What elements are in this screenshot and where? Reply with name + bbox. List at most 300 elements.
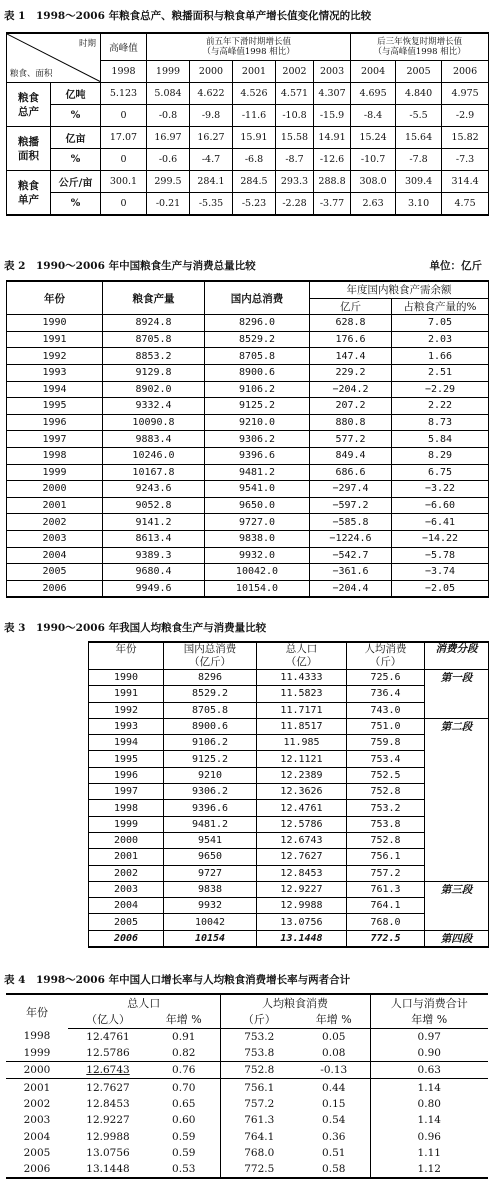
table3-cell: 757.2 <box>347 865 425 881</box>
table2-cell: 9052.8 <box>103 497 205 514</box>
table2-cell: 2005 <box>7 564 103 581</box>
table1-unit-cell: % <box>51 193 101 216</box>
table4-cell: 12.4761 <box>86 1030 130 1043</box>
table1-cell: -9.8 <box>190 105 233 127</box>
table1-cell: -6.8 <box>233 149 276 171</box>
table1-cell: 4.526 <box>233 83 276 105</box>
table1-caption: 表 1 1998～2006 年粮食总产、粮播面积与粮食单产增长值变化情况的比较 <box>4 10 372 22</box>
table2-cell: 10167.8 <box>103 464 205 481</box>
table3-segment: 第一段 <box>425 670 489 719</box>
table1-year-cell: 2000 <box>190 61 233 83</box>
table2-row <box>7 431 489 448</box>
table2-cell: 9727.0 <box>205 514 310 531</box>
table3-cell: 2002 <box>89 865 164 881</box>
table1-cell: 4.695 <box>351 83 396 105</box>
table1-year-cell: 2001 <box>233 61 276 83</box>
table3-cell: 9125.2 <box>164 751 257 767</box>
table3-cell: 12.9227 <box>257 881 347 897</box>
table3-cell: 736.4 <box>347 686 425 702</box>
table1-cell: -5.23 <box>233 193 276 216</box>
table3-caption: 表 3 1990～2006 年我国人均粮食生产与消费量比较 <box>4 622 267 634</box>
table4-hdr-pop: 总人口 <box>68 994 220 1011</box>
table3-cell: 12.4761 <box>257 800 347 816</box>
table2-cell: 8296.0 <box>205 315 310 332</box>
table1-group-label-a: 粮食 <box>18 91 39 104</box>
table4-cell: 12.7627 <box>68 1079 148 1096</box>
table3-hdr-year: 年份 <box>89 642 164 670</box>
table2-cell: −297.4 <box>310 481 392 498</box>
table1-row <box>7 127 489 149</box>
table1-cell: 4.307 <box>314 83 351 105</box>
table1-cell: -7.3 <box>442 149 489 171</box>
table1-group-label <box>7 83 51 127</box>
table3-cell: 1993 <box>89 718 164 734</box>
table2-cell: 2.03 <box>392 331 489 348</box>
table4-cell: 12.8453 <box>86 1097 130 1110</box>
table2-hdr-pct: 占粮食产量的% <box>392 298 489 315</box>
table1-cell: 0 <box>101 193 147 216</box>
table3-cell: 9306.2 <box>164 784 257 800</box>
table2-cell: 9332.4 <box>103 398 205 415</box>
table3-cell: 9838 <box>164 881 257 897</box>
table4-row <box>6 1161 488 1178</box>
table4-cell: 0.44 <box>298 1079 370 1096</box>
table3-cell: 8705.8 <box>164 702 257 718</box>
table3-segment: 第三段 <box>425 881 489 930</box>
table3-cell: 13.0756 <box>257 914 347 930</box>
table2-row <box>7 481 489 498</box>
table1-cell: 3.10 <box>396 193 442 216</box>
table1-cell: 284.1 <box>190 171 233 193</box>
table1-cell: -2.9 <box>442 105 489 127</box>
table3-cell: 11.985 <box>257 735 347 751</box>
table3-cell: 11.8517 <box>257 718 347 734</box>
table4-cell: 753.2 <box>244 1030 275 1043</box>
table1-group-label-a: 粮食 <box>18 179 39 192</box>
table2-hdr-yi: 亿斤 <box>310 298 392 315</box>
table4-row <box>6 1079 488 1096</box>
table2-cell: −3.74 <box>392 564 489 581</box>
table2-row <box>7 564 489 581</box>
table2-row <box>7 315 489 332</box>
table4-cell: 12.9988 <box>86 1130 130 1143</box>
table2-cell: 176.6 <box>310 331 392 348</box>
table1 <box>6 32 489 216</box>
table2-cell: 9141.2 <box>103 514 205 531</box>
table1-cell: -0.21 <box>147 193 190 216</box>
table3-cell: 751.0 <box>347 718 425 734</box>
table1-cell: 4.75 <box>442 193 489 216</box>
table2-cell: 1996 <box>7 414 103 431</box>
table2-hdr-prod: 粮食产量 <box>103 281 205 315</box>
table2-cell: 10154.0 <box>205 580 310 597</box>
table1-cell: -5.5 <box>396 105 442 127</box>
table1-year-cell: 2006 <box>442 61 489 83</box>
table3-cell: 11.5823 <box>257 686 347 702</box>
table3-cell: 10154 <box>164 930 257 947</box>
table2-cell: −2.29 <box>392 381 489 398</box>
table1-unit-cell: % <box>51 149 101 171</box>
table1-year-cell: 2003 <box>314 61 351 83</box>
table3-cell: 1992 <box>89 702 164 718</box>
table4 <box>6 993 488 1179</box>
table1-hdr-decline: 前五年下滑时期增长值 （与高峰值1998 相比） <box>147 33 351 61</box>
table2-cell: 7.05 <box>392 315 489 332</box>
table3-cell: 12.2389 <box>257 767 347 783</box>
table1-year-cell: 2004 <box>351 61 396 83</box>
table3-cell: 13.1448 <box>257 930 347 947</box>
table4-row <box>6 1128 488 1144</box>
table3-cell: 2006 <box>89 930 164 947</box>
table4-cell: 2006 <box>23 1163 51 1176</box>
table3-cell: 12.8453 <box>257 865 347 881</box>
table3-cell: 1995 <box>89 751 164 767</box>
table2-cell: 9210.0 <box>205 414 310 431</box>
table1-cell: 2.63 <box>351 193 396 216</box>
table3-cell: 11.4333 <box>257 670 347 686</box>
table1-cell: 4.975 <box>442 83 489 105</box>
table1-cell: -2.28 <box>276 193 314 216</box>
table2-cell: 849.4 <box>310 447 392 464</box>
table3-cell: 753.4 <box>347 751 425 767</box>
table2-cell: −361.6 <box>310 564 392 581</box>
table4-cell: 2003 <box>23 1114 51 1127</box>
table1-year-cell: 2002 <box>276 61 314 83</box>
table1-group-label <box>7 171 51 216</box>
table2-cell: 5.84 <box>392 431 489 448</box>
table4-cell: 1.12 <box>417 1163 441 1176</box>
table3-hdr-pop: 总人口 （亿） <box>257 642 347 670</box>
table2-cell: −2.05 <box>392 580 489 597</box>
table2-cell: −204.2 <box>310 381 392 398</box>
table1-cell: 4.622 <box>190 83 233 105</box>
table2-unit: 单位：亿斤 <box>429 260 482 272</box>
table4-cell: 13.0756 <box>86 1146 130 1159</box>
table2-cell: 9481.2 <box>205 464 310 481</box>
table4-cell: 757.2 <box>244 1097 275 1110</box>
table3-row <box>89 718 489 734</box>
table3-cell: 9106.2 <box>164 735 257 751</box>
table3-cell: 1999 <box>89 816 164 832</box>
table3-cell: 743.0 <box>347 702 425 718</box>
table4-cell: 1998 <box>23 1030 51 1043</box>
table4-cell: 12.5786 <box>86 1047 130 1060</box>
table4-row <box>6 1145 488 1161</box>
table4-cell: 2002 <box>23 1097 51 1110</box>
table2-cell: 1999 <box>7 464 103 481</box>
table2-cell: 8902.0 <box>103 381 205 398</box>
table1-group-label-a: 粮播 <box>18 135 39 148</box>
table4-cell: 752.8 <box>220 1062 298 1079</box>
table1-unit-cell: % <box>51 105 101 127</box>
table2-row <box>7 514 489 531</box>
table4-cell: 0.97 <box>417 1030 441 1043</box>
table2-cell: 9883.4 <box>103 431 205 448</box>
table1-cell: 4.840 <box>396 83 442 105</box>
table4-cell: 12.6743 <box>68 1062 148 1079</box>
table4-cell: 756.1 <box>220 1079 298 1096</box>
table4-cell: 2000 <box>6 1062 68 1079</box>
table3-cell: 12.3626 <box>257 784 347 800</box>
table4-cell: 1999 <box>23 1047 51 1060</box>
table2-row <box>7 547 489 564</box>
table2-hdr-need: 年度国内粮食产需余额 <box>310 281 489 298</box>
table1-cell: 300.1 <box>101 171 147 193</box>
table1-cell: 15.64 <box>396 127 442 149</box>
table2-caption: 表 2 1990～2006 年中国粮食生产与消费总量比较 <box>4 260 256 272</box>
table4-cell: 0.15 <box>298 1096 370 1112</box>
table1-cell: 15.58 <box>276 127 314 149</box>
table3-cell: 8900.6 <box>164 718 257 734</box>
table1-group-label-b: 单产 <box>18 193 39 206</box>
table2-cell: 1.66 <box>392 348 489 365</box>
table2-cell: −6.60 <box>392 497 489 514</box>
table4-cell: 764.1 <box>244 1130 275 1143</box>
table1-cell: 15.24 <box>351 127 396 149</box>
table2-cell: 1998 <box>7 447 103 464</box>
table3 <box>88 641 489 948</box>
table3-cell: 9396.6 <box>164 800 257 816</box>
table2-cell: 8.73 <box>392 414 489 431</box>
table2-cell: 9932.0 <box>205 547 310 564</box>
table2-cell: 8924.8 <box>103 315 205 332</box>
table2-cell: 9106.2 <box>205 381 310 398</box>
table3-cell: 772.5 <box>347 930 425 947</box>
table2-cell: 2003 <box>7 530 103 547</box>
table2-row <box>7 530 489 547</box>
table4-hdr-food-rate: 年增 % <box>298 1011 370 1028</box>
table1-cell: 0 <box>101 149 147 171</box>
table1-cell: -15.9 <box>314 105 351 127</box>
table4-cell: 0.65 <box>148 1096 220 1112</box>
table2-row <box>7 414 489 431</box>
table1-row <box>7 193 489 216</box>
table2-row <box>7 497 489 514</box>
table1-group-label-b: 总产 <box>18 105 39 118</box>
table3-cell: 12.6743 <box>257 832 347 848</box>
table2-cell: 1991 <box>7 331 103 348</box>
table1-cell: -11.6 <box>233 105 276 127</box>
table4-cell: 0.63 <box>370 1062 488 1079</box>
table3-cell: 2001 <box>89 849 164 865</box>
table4-cell: 0.82 <box>148 1045 220 1062</box>
table1-cell: 293.3 <box>276 171 314 193</box>
table2-cell: 9396.6 <box>205 447 310 464</box>
table2-row <box>7 348 489 365</box>
table4-cell: 0.59 <box>148 1128 220 1144</box>
table1-cell: 15.91 <box>233 127 276 149</box>
table4-cell: 2001 <box>6 1079 68 1096</box>
table3-hdr-cons: 国内总消费 （亿斤） <box>164 642 257 670</box>
table1-cell: 299.5 <box>147 171 190 193</box>
table2-cell: 2000 <box>7 481 103 498</box>
table2-cell: 2002 <box>7 514 103 531</box>
table4-cell: 0.59 <box>148 1145 220 1161</box>
table4-row <box>6 1045 488 1062</box>
table4-cell: 1.11 <box>417 1146 441 1159</box>
table2-cell: 147.4 <box>310 348 392 365</box>
table2-cell: 9650.0 <box>205 497 310 514</box>
table1-cell: -10.8 <box>276 105 314 127</box>
table1-hdr-recover: 后三年恢复时期增长值 （与高峰值1998 相比） <box>351 33 489 61</box>
table4-row <box>6 1112 488 1128</box>
table2-cell: 8.29 <box>392 447 489 464</box>
table1-cell: -7.8 <box>396 149 442 171</box>
table2-row <box>7 580 489 597</box>
table2-row <box>7 381 489 398</box>
table4-cell: 0.60 <box>148 1112 220 1128</box>
table3-cell: 9650 <box>164 849 257 865</box>
table3-cell: 9210 <box>164 767 257 783</box>
table2-cell: 8705.8 <box>205 348 310 365</box>
table1-cell: 5.084 <box>147 83 190 105</box>
table4-cell: 0.70 <box>148 1079 220 1096</box>
table4-caption: 表 4 1998～2006 年中国人口增长率与人均粮食消费增长率与两者合计 <box>4 974 351 986</box>
table4-cell: 0.96 <box>417 1130 441 1143</box>
table3-cell: 12.5786 <box>257 816 347 832</box>
table4-cell: 0.80 <box>417 1097 441 1110</box>
table4-cell: 761.3 <box>244 1114 275 1127</box>
table4-hdr-sum: 人口与消费合计 <box>390 997 468 1011</box>
table2-cell: 10246.0 <box>103 447 205 464</box>
table3-cell: 12.7627 <box>257 849 347 865</box>
table2-cell: −597.2 <box>310 497 392 514</box>
table3-row <box>89 670 489 686</box>
table3-cell: 768.0 <box>347 914 425 930</box>
table2-cell: 10090.8 <box>103 414 205 431</box>
table2-cell: 8529.2 <box>205 331 310 348</box>
table1-cell: -8.7 <box>276 149 314 171</box>
table2-cell: −1224.6 <box>310 530 392 547</box>
table3-cell: 1996 <box>89 767 164 783</box>
table1-cell: -12.6 <box>314 149 351 171</box>
table4-cell: 0.90 <box>417 1047 441 1060</box>
table2-row <box>7 447 489 464</box>
table1-cell: 314.4 <box>442 171 489 193</box>
table4-hdr-food: 人均粮食消费 <box>220 994 370 1011</box>
table2-cell: 8853.2 <box>103 348 205 365</box>
table1-year-cell: 1999 <box>147 61 190 83</box>
table3-cell: 756.1 <box>347 849 425 865</box>
table2-cell: −542.7 <box>310 547 392 564</box>
table3-cell: 753.2 <box>347 800 425 816</box>
table1-cell: 5.123 <box>101 83 147 105</box>
table1-group-label-b: 面积 <box>18 149 39 162</box>
table3-cell: 1990 <box>89 670 164 686</box>
table1-cell: -8.4 <box>351 105 396 127</box>
table1-cell: 17.07 <box>101 127 147 149</box>
table2-cell: 880.8 <box>310 414 392 431</box>
table1-hdr-peak: 高峰值 <box>101 33 147 61</box>
table2-cell: 2.22 <box>392 398 489 415</box>
table1-hdr-item: 粮食、面积 <box>10 69 53 79</box>
table1-cell: 16.27 <box>190 127 233 149</box>
table4-cell: 2004 <box>23 1130 51 1143</box>
table1-group-label <box>7 127 51 171</box>
table3-cell: 752.5 <box>347 767 425 783</box>
table3-cell: 9727 <box>164 865 257 881</box>
table4-cell: 0.76 <box>148 1062 220 1079</box>
table2-cell: −6.41 <box>392 514 489 531</box>
table2-cell: 8900.6 <box>205 364 310 381</box>
table4-hdr-food-unit: （斤） <box>220 1011 298 1028</box>
table4-hdr-pop-unit: （亿人） <box>68 1011 148 1028</box>
table4-cell: 0.53 <box>148 1161 220 1178</box>
table2-cell: 9838.0 <box>205 530 310 547</box>
table2-cell: −204.4 <box>310 580 392 597</box>
table1-row <box>7 105 489 127</box>
table2-cell: 628.8 <box>310 315 392 332</box>
table1-cell: 16.97 <box>147 127 190 149</box>
table3-cell: 8296 <box>164 670 257 686</box>
table1-year-cell: 2005 <box>396 61 442 83</box>
table3-cell: 12.9988 <box>257 898 347 914</box>
table2-cell: 2.51 <box>392 364 489 381</box>
table4-cell: 772.5 <box>244 1163 275 1176</box>
table4-cell: 753.8 <box>244 1047 275 1060</box>
table2-cell: 1993 <box>7 364 103 381</box>
table3-cell: 764.1 <box>347 898 425 914</box>
table3-cell: 752.8 <box>347 784 425 800</box>
table2-cell: 6.75 <box>392 464 489 481</box>
table1-corner-cell <box>7 33 101 83</box>
table3-segment: 第二段 <box>425 718 489 881</box>
table2-cell: 9125.2 <box>205 398 310 415</box>
table2-cell: −14.22 <box>392 530 489 547</box>
table2-hdr-year: 年份 <box>7 281 103 315</box>
table4-hdr-year: 年份 <box>26 1005 48 1019</box>
table2-cell: 207.2 <box>310 398 392 415</box>
table2-cell: 9389.3 <box>103 547 205 564</box>
table2-cell: 8705.8 <box>103 331 205 348</box>
table1-year-cell: 1998 <box>101 61 147 83</box>
table3-hdr-per: 人均消费 （斤） <box>347 642 425 670</box>
table4-cell: -0.13 <box>298 1062 370 1079</box>
table2-cell: −585.8 <box>310 514 392 531</box>
table2-cell: 1995 <box>7 398 103 415</box>
table1-cell: -4.7 <box>190 149 233 171</box>
table2-row <box>7 398 489 415</box>
table2-hdr-cons: 国内总消费 <box>205 281 310 315</box>
table1-cell: 15.82 <box>442 127 489 149</box>
table4-cell: 13.1448 <box>86 1163 130 1176</box>
table3-cell: 2003 <box>89 881 164 897</box>
table1-cell: 288.8 <box>314 171 351 193</box>
table2-cell: 9243.6 <box>103 481 205 498</box>
table2-cell: 2001 <box>7 497 103 514</box>
table3-cell: 8529.2 <box>164 686 257 702</box>
table4-row <box>6 1028 488 1045</box>
table4-cell: 12.9227 <box>86 1114 130 1127</box>
table3-row <box>89 881 489 897</box>
table1-cell: -0.6 <box>147 149 190 171</box>
table2-row <box>7 464 489 481</box>
table2 <box>6 280 489 598</box>
table4-cell: 0.91 <box>148 1028 220 1045</box>
table4-row <box>6 1096 488 1112</box>
table3-cell: 9932 <box>164 898 257 914</box>
table1-row <box>7 149 489 171</box>
table1-cell: 4.571 <box>276 83 314 105</box>
table2-cell: 8613.4 <box>103 530 205 547</box>
table2-cell: −5.78 <box>392 547 489 564</box>
table1-hdr-time: 时期 <box>78 39 96 49</box>
table2-row <box>7 331 489 348</box>
table2-cell: 9129.8 <box>103 364 205 381</box>
table2-cell: 9949.6 <box>103 580 205 597</box>
table3-cell: 725.6 <box>347 670 425 686</box>
table4-cell: 1.14 <box>370 1079 488 1096</box>
